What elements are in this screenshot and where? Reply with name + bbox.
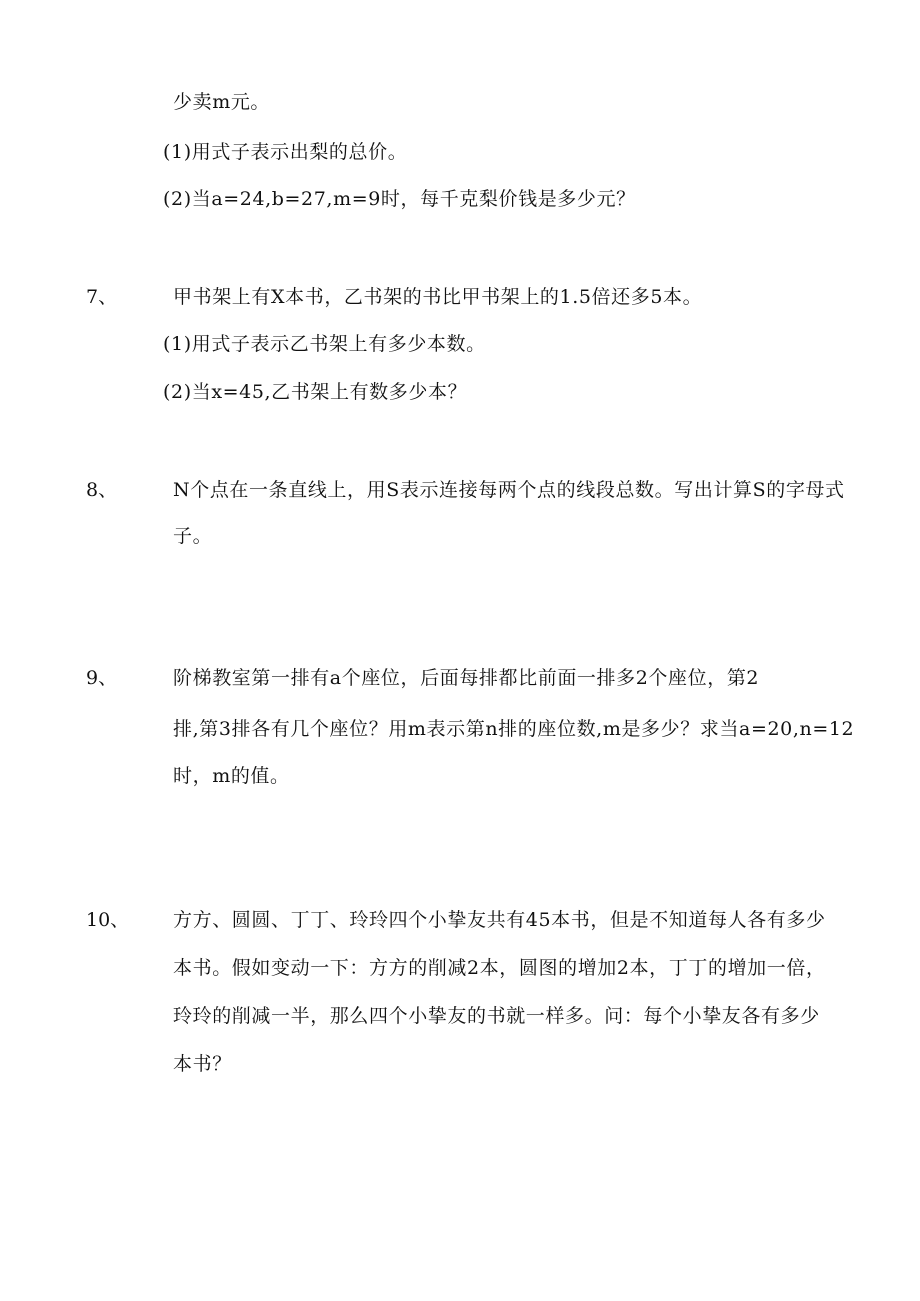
problem8-line2: 子。 — [173, 525, 213, 547]
problem8-line1: N个点在一条直线上，用S表示连接每两个点的线段总数。写出计算S的字母式 — [173, 479, 845, 501]
problem7-question2: (2)当x=45,乙书架上有数多少本？ — [163, 381, 468, 403]
problem8-number: 8、 — [86, 479, 118, 501]
problem7-text: 甲书架上有X本书，乙书架的书比甲书架上的1.5倍还多5本。 — [173, 286, 703, 308]
problem10-line3: 玲玲的削减一半，那么四个小挚友的书就一样多。问：每个小挚友各有多少 — [173, 1005, 820, 1027]
problem6-continuation: 少卖m元。 — [173, 91, 271, 113]
problem7-number: 7、 — [86, 286, 118, 308]
problem10-line4: 本书？ — [173, 1053, 232, 1075]
problem9-line2: 排,第3排各有几个座位？用m表示第n排的座位数,m是多少？求当a=20,n=12 — [173, 718, 855, 740]
problem7-question1: (1)用式子表示乙书架上有多少本数。 — [163, 333, 486, 355]
problem10-line2: 本书。假如变动一下：方方的削减2本，圆图的增加2本，丁丁的增加一倍， — [173, 957, 826, 979]
problem6-question1: (1)用式子表示出梨的总价。 — [163, 141, 408, 163]
problem10-line1: 方方、圆圆、丁丁、玲玲四个小挚友共有45本书，但是不知道每人各有多少 — [173, 909, 826, 931]
problem10-number: 10、 — [86, 909, 130, 931]
problem9-line1: 阶梯教室第一排有a个座位，后面每排都比前面一排多2个座位，第2 — [173, 667, 760, 689]
problem9-number: 9、 — [86, 667, 118, 689]
problem9-line3: 时，m的值。 — [173, 765, 290, 787]
problem6-question2: (2)当a=24,b=27,m=9时，每千克梨价钱是多少元？ — [163, 188, 636, 210]
